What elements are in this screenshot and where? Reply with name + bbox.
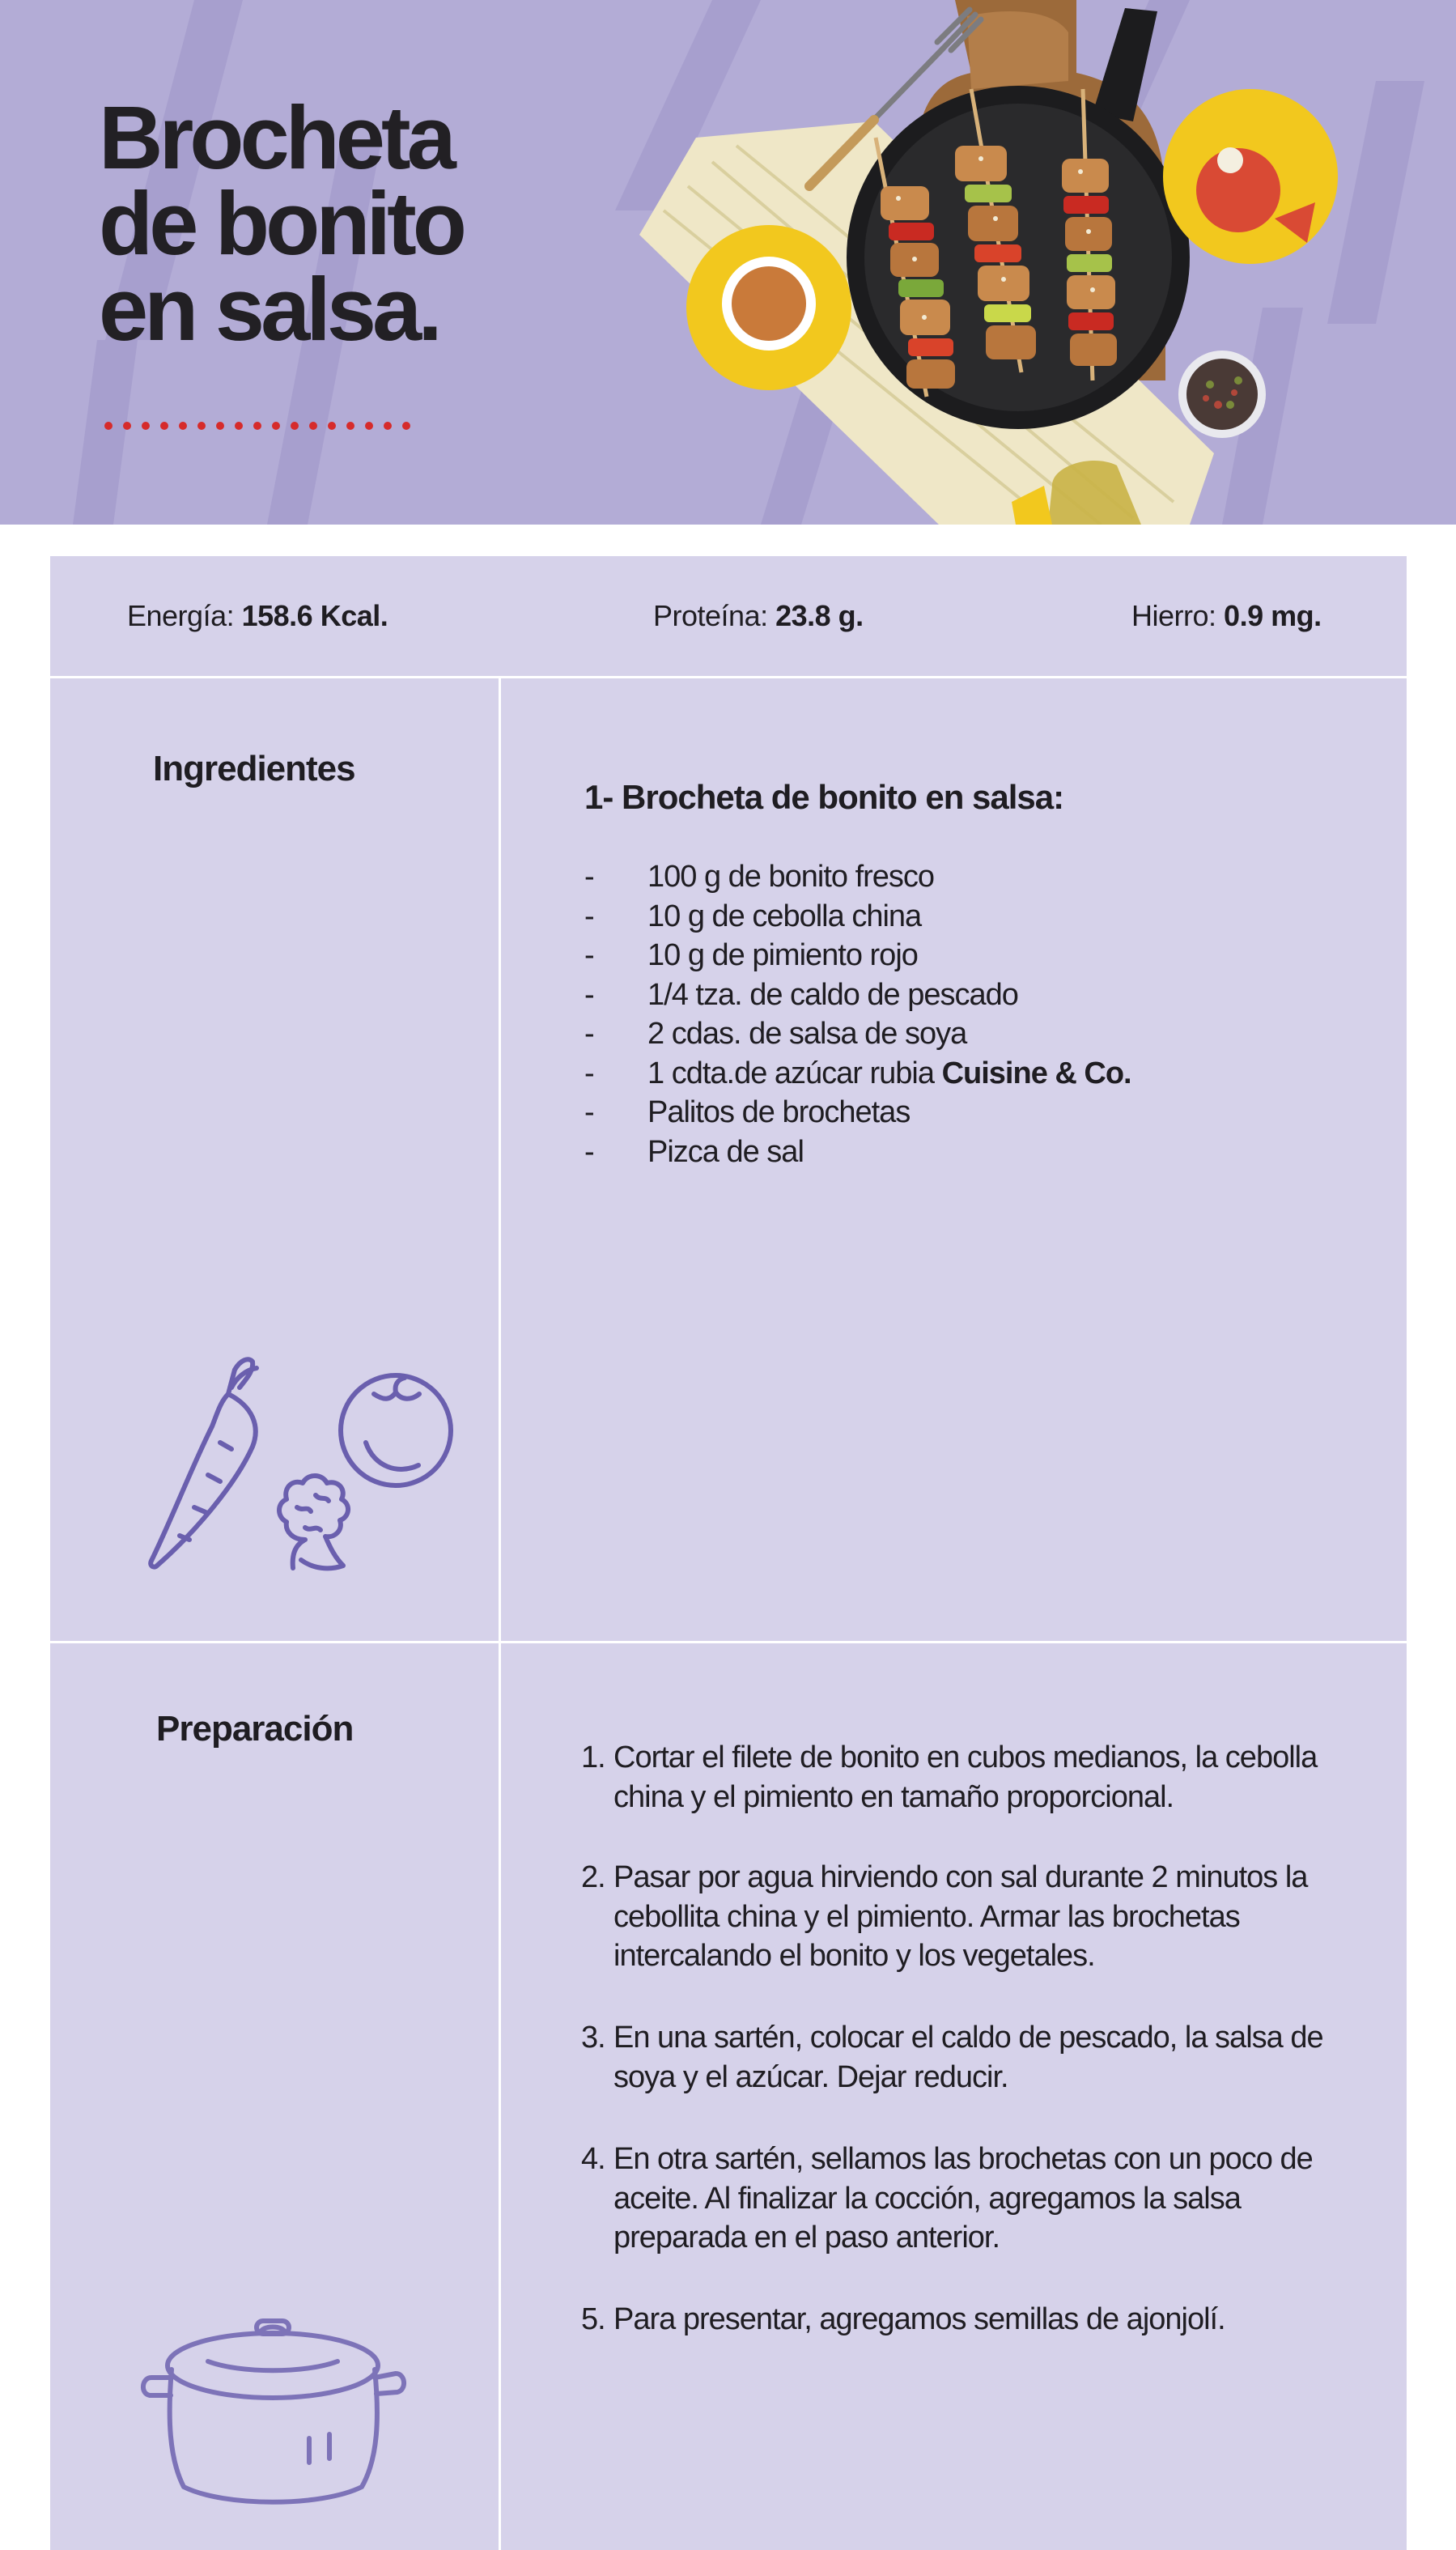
recipe-panel	[50, 556, 1407, 2550]
list-item: - Pizca de sal	[584, 1134, 804, 1169]
energy-label: Energía:	[127, 599, 235, 632]
title-line-1: Brocheta	[99, 88, 452, 188]
nutrition-iron	[1131, 598, 1322, 634]
column-divider	[499, 678, 501, 2550]
dotted-divider	[104, 418, 419, 434]
ingredients-heading: Ingredientes	[153, 749, 355, 788]
energy-value: 158.6 Kcal.	[241, 599, 388, 632]
title-line-3: en salsa.	[99, 260, 439, 359]
list-item: 5. Para presentar, agregamos semillas de ajonjolí.	[581, 2302, 1225, 2336]
divider-nutrition	[50, 676, 1407, 678]
iron-label: Hierro:	[1131, 599, 1216, 632]
list-item: - 1 cdta.de azúcar rubia Cuisine & Co.	[584, 1056, 1131, 1090]
preparation-heading: Preparación	[156, 1709, 354, 1749]
cooking-pot-icon	[135, 2297, 459, 2515]
ingredients-list	[584, 857, 1131, 1171]
brand-name: Cuisine & Co.	[941, 1056, 1131, 1090]
iron-value: 0.9 mg.	[1224, 599, 1322, 632]
list-item: - 2 cdas. de salsa de soya	[584, 1017, 967, 1051]
recipe-subtitle: 1- Brocheta de bonito en salsa:	[584, 778, 1064, 816]
nutrition-energy	[127, 598, 388, 634]
divider-ingredients	[50, 1641, 1407, 1643]
vegetables-icon	[131, 1345, 471, 1580]
protein-value: 23.8 g.	[775, 599, 864, 632]
list-item: 4. En otra sartén, sellamos las brochetas con un poco de aceite. Al finalizar la cocción, agregamos la salsa preparada en el paso anterior.	[581, 2142, 1313, 2255]
skewers-dish-photo	[615, 0, 1392, 525]
list-item: - 1/4 tza. de caldo de pescado	[584, 977, 1018, 1012]
title-line-2: de bonito	[99, 174, 463, 274]
list-item: 2. Pasar por agua hirviendo con sal durante 2 minutos la cebollita china y el pimiento. Armar las brochetas intercalando el bonito y los vegetales.	[581, 1860, 1308, 1973]
nutrition-bar	[50, 556, 1407, 678]
hero-header	[0, 0, 1456, 525]
nutrition-protein	[653, 598, 864, 634]
list-item: 3. En una sartén, colocar el caldo de pescado, la salsa de soya y el azúcar. Dejar reducir.	[581, 2021, 1323, 2094]
list-item: - 10 g de pimiento rojo	[584, 938, 918, 972]
protein-label: Proteína:	[653, 599, 768, 632]
list-item: - 100 g de bonito fresco	[584, 860, 935, 894]
list-item: - 10 g de cebolla china	[584, 899, 922, 933]
list-item: - Palitos de brochetas	[584, 1095, 911, 1129]
list-item: 1. Cortar el filete de bonito en cubos medianos, la cebolla china y el pimiento en tamaño proporcional.	[581, 1740, 1318, 1814]
recipe-title	[99, 88, 584, 359]
